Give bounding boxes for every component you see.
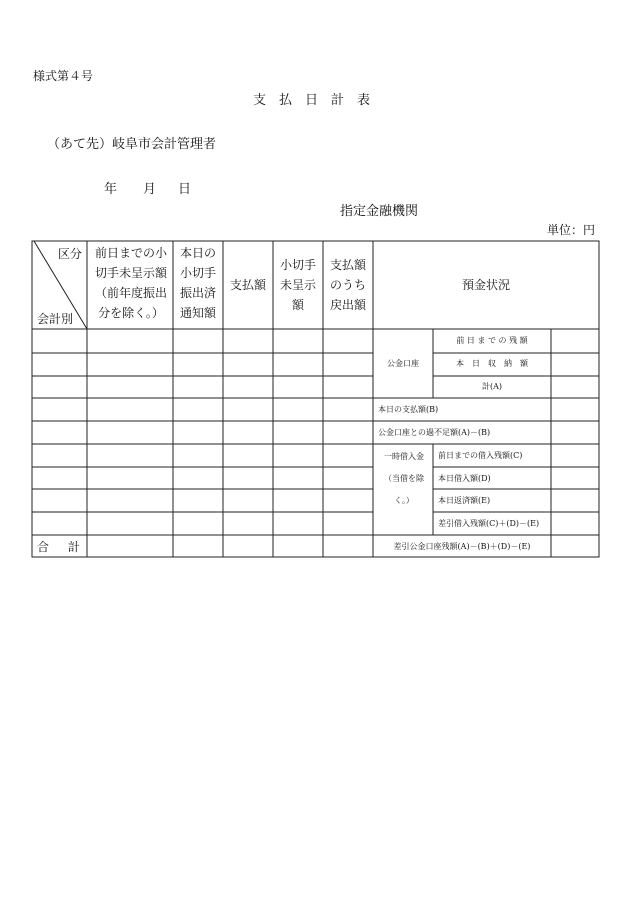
document-title: 支払日計表 <box>252 93 383 108</box>
form-number: 様式第４号 <box>33 69 94 83</box>
header-col-deposit-status: 預金状況 <box>461 278 510 292</box>
header-col-returned: 支払額 のうち 戻出額 <box>329 258 366 312</box>
public-account-label: 公金口座 <box>387 359 419 368</box>
temp-borrow-label: 一時借入金 （当借を除 く。） <box>384 452 424 505</box>
date-year: 年 <box>104 182 118 197</box>
total-row-label-2: 計 <box>68 540 81 554</box>
total-a-label: 計(A) <box>481 382 503 391</box>
today-repay-label: 本日返済額(E) <box>438 496 491 505</box>
today-receipts-label: 本 日 収 納 額 <box>456 359 528 368</box>
header-col-issued-today: 本日の 小切手 振出済 通知額 <box>179 246 216 320</box>
header-category: 区分 <box>58 247 83 261</box>
header-col-unpresented-prev: 前日までの小 切手未呈示額 （前年度振出 分を除く。） <box>94 246 167 320</box>
header-col-payment: 支払額 <box>229 278 266 292</box>
today-payment-label: 本日の支払額(B) <box>378 405 439 414</box>
bank-label: 指定金融機関 <box>340 204 419 219</box>
net-public-label: 差引公金口座残額(A)－(B)＋(D)－(E) <box>393 542 531 551</box>
header-col-unpresented: 小切手 未呈示 額 <box>279 258 316 312</box>
unit-label: 単位：円 <box>547 223 596 237</box>
net-borrow-label: 差引借入残額(C)＋(D)－(E) <box>438 519 540 528</box>
shortfall-label: 公金口座との過不足額(A)－(B) <box>378 428 491 437</box>
total-row-label-1: 合 <box>37 540 50 554</box>
prev-balance-label: 前 日 ま で の 残 額 <box>456 336 528 345</box>
today-borrow-label: 本日借入額(D) <box>438 474 491 483</box>
date-day: 日 <box>178 182 192 197</box>
header-account: 会計別 <box>37 312 74 326</box>
prev-borrow-label: 前日までの借入残額(C) <box>438 451 523 460</box>
date-month: 月 <box>143 182 157 197</box>
addressee: （あて先）岐阜市会計管理者 <box>47 137 217 152</box>
